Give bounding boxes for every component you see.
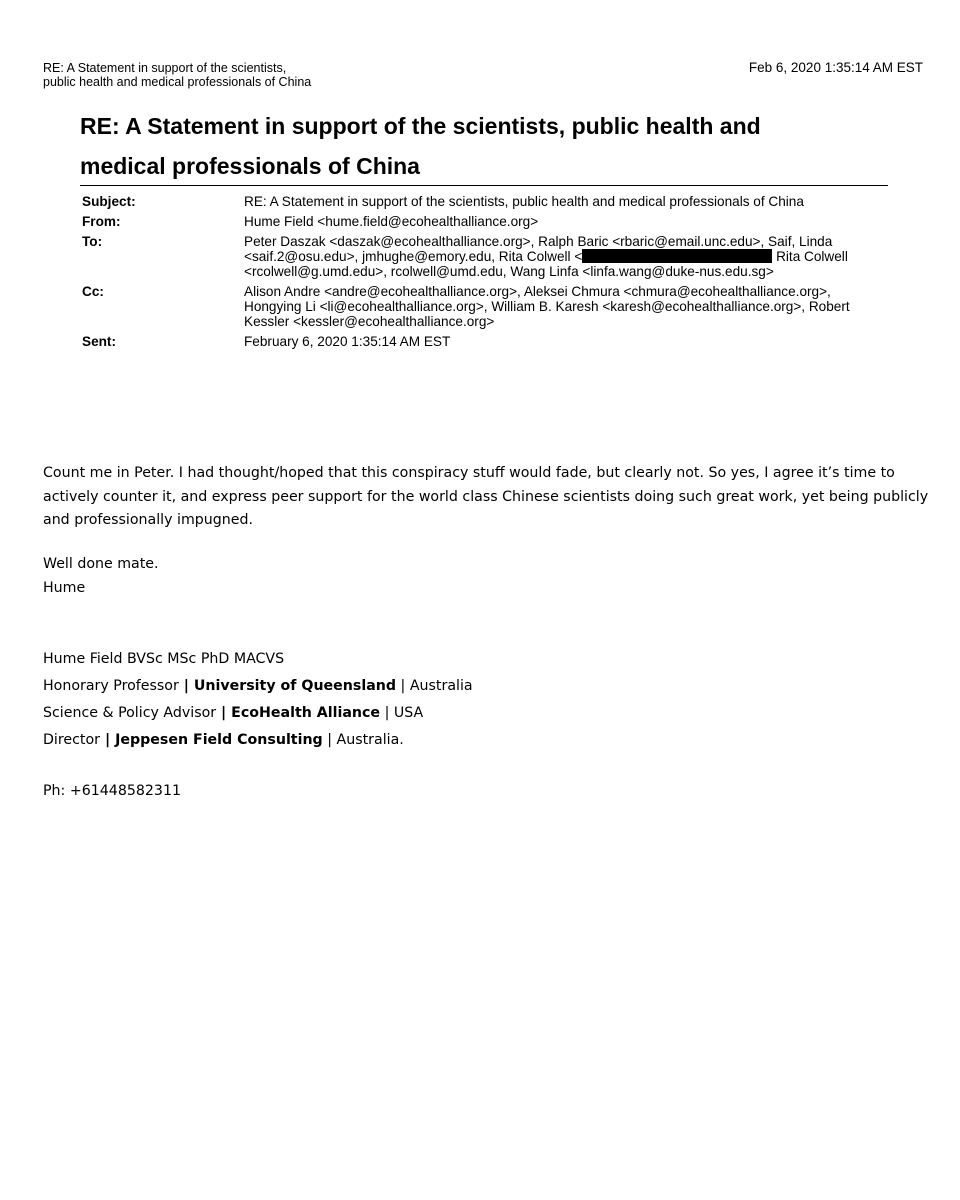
page-header-subject: RE: A Statement in support of the scientists, public health and medical professionals of China — [43, 61, 312, 89]
from-label: From: — [82, 214, 121, 229]
from-value: Hume Field <hume.field@ecohealthalliance.org> — [244, 214, 539, 229]
signature-separator: | — [396, 678, 410, 694]
closing-name: Hume — [43, 579, 86, 596]
email-title-line2: medical professionals of China — [80, 153, 420, 179]
email-closing — [43, 553, 159, 600]
from-row — [82, 214, 892, 229]
signature-separator: | — [100, 732, 116, 748]
email-signature — [43, 646, 473, 754]
email-title-line1: RE: A Statement in support of the scientists, public health and — [80, 113, 761, 139]
signature-phone: Ph: +61448582311 — [43, 783, 182, 799]
to-value-part2: Rita Colwell <rcolwell@g.umd.edu>, rcolwell@umd.edu, Wang Linfa <linfa.wang@duke-nus.edu.sg> — [244, 249, 848, 279]
to-label: To: — [82, 234, 103, 249]
redaction-block — [582, 249, 772, 263]
to-row — [82, 234, 892, 279]
email-body — [43, 462, 943, 533]
signature-role: Science & Policy Advisor — [43, 705, 217, 721]
signature-line-eha — [43, 700, 473, 727]
sent-row — [82, 334, 892, 349]
signature-place: Australia. — [336, 732, 404, 748]
page-header-date: Feb 6, 2020 1:35:14 AM EST — [748, 60, 923, 75]
email-headers — [82, 194, 892, 354]
subject-label: Subject: — [82, 194, 136, 209]
body-paragraph: Count me in Peter. I had thought/hoped that this conspiracy stuff would fade, but clearly not. So yes, I agree it’s time to actively counter it, and express peer support for the world class Chinese scientists doing such great work, yet being publicly and professionally impugned. — [43, 465, 929, 528]
subject-row — [82, 194, 892, 209]
cc-value: Alison Andre <andre@ecohealthalliance.org>, Aleksei Chmura <chmura@ecohealthalliance.org>, Hongying Li <li@ecohealthalliance.org>, William B. Karesh <karesh@ecohealthalliance.org>, Robert Kessler <kessler@ecohealthalliance.org> — [244, 284, 850, 329]
signature-separator: | — [178, 678, 194, 694]
sent-value: February 6, 2020 1:35:14 AM EST — [244, 334, 451, 349]
to-value — [244, 234, 892, 279]
signature-place: USA — [393, 705, 424, 721]
to-value-part1: Peter Daszak <daszak@ecohealthalliance.org>, Ralph Baric <rbaric@email.unc.edu>, Saif, Linda <saif.2@osu.edu>, jmhughe@emory.edu, Rita Colwell < — [244, 234, 833, 264]
sent-label: Sent: — [82, 334, 116, 349]
subject-value: RE: A Statement in support of the scientists, public health and medical professionals of China — [244, 194, 804, 209]
signature-org: University of Queensland — [193, 678, 397, 694]
cc-label: Cc: — [82, 284, 104, 299]
signature-org: EcoHealth Alliance — [231, 705, 381, 721]
signature-place: Australia — [409, 678, 473, 694]
signature-role: Director — [43, 732, 100, 748]
signature-separator: | — [380, 705, 394, 721]
closing-line: Well done mate. — [43, 556, 159, 572]
cc-row — [82, 284, 892, 329]
signature-role: Honorary Professor — [43, 678, 179, 694]
signature-org: Jeppesen Field Consulting — [115, 732, 323, 748]
signature-separator: | — [322, 732, 337, 748]
signature-line-uq — [43, 673, 473, 700]
email-title — [80, 106, 888, 186]
signature-separator: | — [216, 705, 232, 721]
signature-name: Hume Field BVSc MSc PhD MACVS — [43, 651, 285, 667]
signature-line-jfc — [43, 727, 473, 754]
